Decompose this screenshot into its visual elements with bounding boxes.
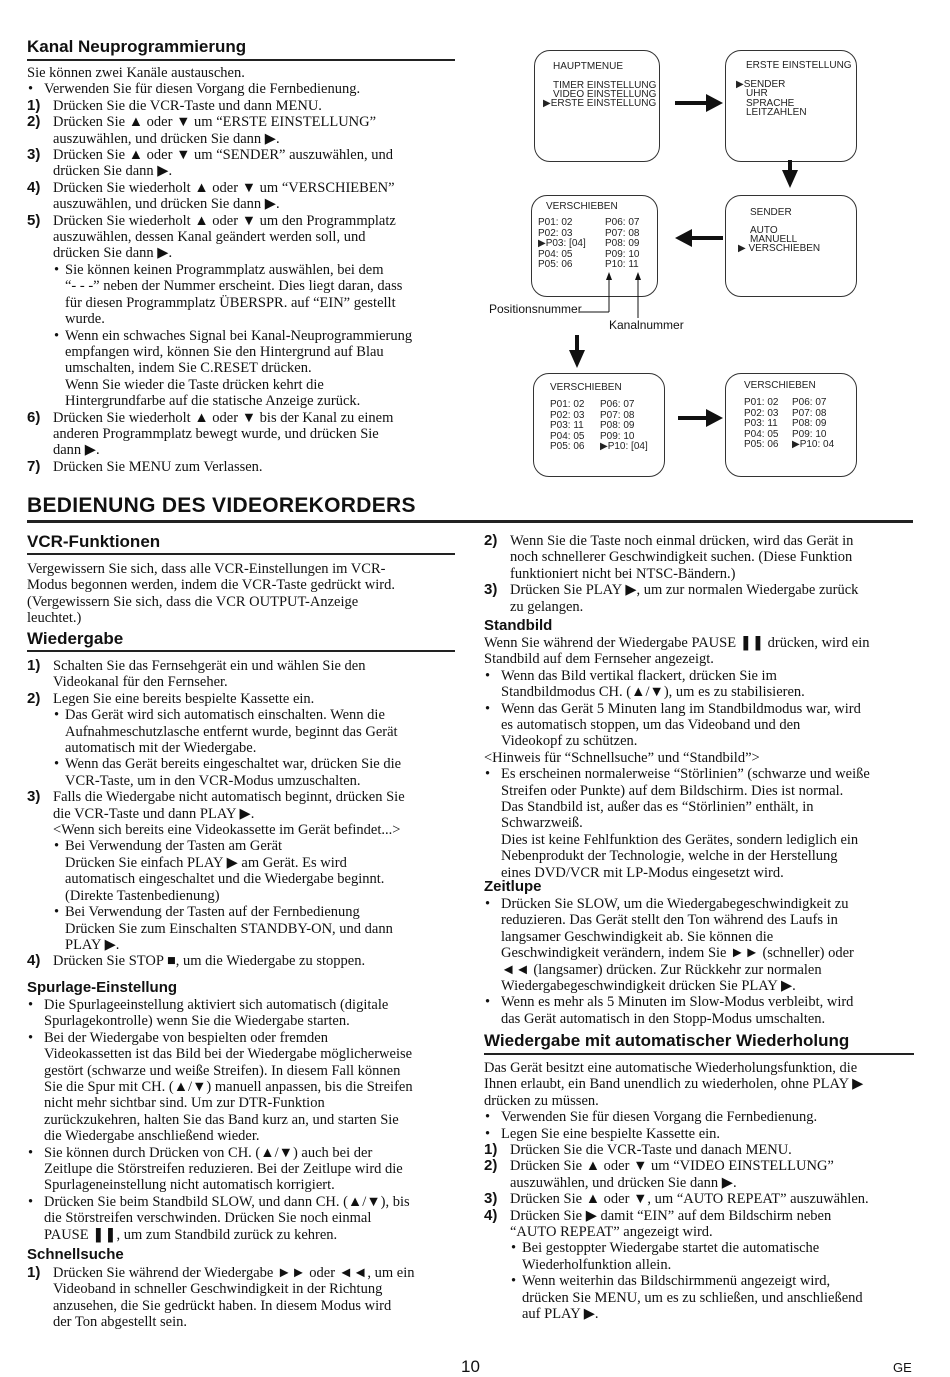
arrow-down-icon [782, 160, 798, 188]
divider [484, 1053, 914, 1055]
screen-verschieben-3: VERSCHIEBEN P01: 02 P02: 03 P03: 11 P04: 05 P05: 06 P06: 07 P07: 08 P08: 09 P09: 10 ▶P10: 04 [725, 373, 857, 477]
diagram-arrows [480, 40, 880, 480]
screen-row: P02: 03 [744, 407, 779, 419]
arrow-right-icon [678, 409, 723, 427]
text-line: Wenn Sie wieder die Taste drücken kehrt die [65, 376, 324, 393]
screen-row: P09: 10 [792, 428, 827, 440]
schnellsuche-body: 1) Drücken Sie während der Wiedergabe ►► oder ◄◄, um ein Videoband in schneller Geschwindigkeit in der Richtung anzusehen, die Sie gedrückt haben. In diesem Modus wird der Ton abgestellt sein. [27, 1264, 415, 1331]
step-1: 1) Drücken Sie die VCR-Taste und dann MENU. [27, 96, 322, 114]
text-line: für diesen Programmplatz ÜBERSPR. auf “EIN” gestellt [65, 294, 396, 311]
zeitlupe-body: • Drücken Sie SLOW, um die Wiedergabegeschwindigkeit zu reduzieren. Das Gerät stellt den Ton während des Laufs in langsamer Geschwindigkeit ab. Sie können die Geschwindigkeit verändern, indem Sie ►► (schneller) oder ◄◄ (langsamer) drücken. Zur Rückkehr zur normalen Wiedergabegeschwindigkeit drücken Sie PLAY ▶. • Wenn es mehr als 5 Minuten im Slow-Modus verbleibt, wird das Gerät automatisch in den Stopp-Modus umschalten. [484, 896, 924, 1027]
screen-row: P08: 09 [605, 238, 640, 249]
text-line: auszuwählen, und drücken Sie dann ▶. [53, 196, 280, 213]
text-line: Hintergrundfarbe auf die statische Anzeige zurück. [65, 393, 361, 410]
arrow-down-icon [569, 335, 585, 368]
heading-standbild: Standbild [484, 617, 553, 634]
step-5: 5) Drücken Sie wiederholt ▲ oder ▼ um den Programmplatz [27, 211, 396, 229]
screen-row: P06: 07 [600, 399, 635, 410]
arrow-left-icon [675, 229, 723, 247]
note-line: • Wenn ein schwaches Signal bei Kanal-Neuprogrammierung [27, 328, 467, 344]
screen-row: P01: 02 [744, 397, 779, 408]
screen-row: P04: 05 [550, 430, 585, 442]
heading-wiedergabe: Wiedergabe [27, 629, 124, 648]
note-line: • Sie können keinen Programmplatz auswählen, bei dem [27, 262, 467, 278]
screen-row: P07: 08 [792, 407, 827, 419]
wiedergabe-body: 1) Schalten Sie das Fernsehgerät ein und wählen Sie den Videokanal für den Fernseher. 2) Legen Sie eine bereits bespielte Kassette ein. • Das Gerät wird sich automatisch einschalten. Wenn die Aufnahmeschutzlasche entfernt wurde, beginnt das Gerät automatisch mit der Wiedergabe. • Wenn das Gerät bereits eingeschaltet war, drücken Sie die VCR-Taste, um in den VCR-Modus umzuschalten. 3) Falls die Wiedergabe nicht automatisch beginnt, drücken Sie die VCR-Taste und dann PLAY ▶. <Wenn sich bereits eine Videokassette im Gerät befindet...> • Bei Verwendung der Tasten am Gerät Drücken Sie einfach PLAY ▶ am Gerät. Es wird automatisch eingeschaltet und die Wiedergabe beginnt. (Direkte Tastenbedienung) • Bei Verwendung der Tasten auf der Fernbedienung Drücken Sie zum Einschalten STANDBY-ON, und dann PLAY ▶. 4) Drücken Sie STOP ■, um die Wiedergabe zu stoppen. [27, 658, 467, 970]
screen-row: ▶P10: [04] [600, 441, 648, 452]
screen-row: P03: 11 [550, 420, 584, 431]
screen-sender: SENDER AUTO MANUELL ▶ VERSCHIEBEN [725, 195, 857, 297]
divider [27, 553, 455, 555]
step-2: 2) Drücken Sie ▲ oder ▼ um “ERSTE EINSTELLUNG” [27, 113, 377, 131]
screen-row: P05: 06 [550, 441, 585, 452]
screen-hauptmenue: HAUPTMENUE TIMER EINSTELLUNG VIDEO EINSTELLUNG ▶ERSTE EINSTELLUNG [534, 50, 660, 162]
pointer-arrow-icon [635, 272, 641, 280]
bullet-line: • Verwenden Sie für diesen Vorgang die Fernbedienung. [27, 81, 467, 97]
screen-verschieben-2: VERSCHIEBEN P01: 02 P02: 03 P03: 11 P04: 05 P05: 06 P06: 07 P07: 08 P08: 09 P09: 10 ▶P10: [04] [533, 373, 665, 477]
screen-row: P07: 08 [605, 227, 640, 239]
screen-row: P08: 09 [600, 420, 635, 431]
screen-row: P06: 07 [792, 397, 827, 408]
screen-row: P08: 09 [792, 418, 827, 429]
section-heading-kanal: Kanal Neuprogrammierung [27, 37, 247, 56]
standbild-body: Wenn Sie während der Wiedergabe PAUSE ❚❚ drücken, wird ein Standbild auf dem Fernseher angezeigt. • Wenn das Bild vertikal flackert, drücken Sie im Standbildmodus CH. (▲/▼), um es zu stabilisieren. • Wenn das Gerät 5 Minuten lang im Standbildmodus war, wird es automatisch stoppen, um das Videoband und den Videokopf zu schützen. <Hinweis für “Schnellsuche” und “Standbild”> • Es erscheinen normalerweise “Störlinien” (schwarze und weiße Streifen oder Punkte) auf dem Bildschirm. Dies ist normal. Das Standbild ist, außer das es “Störlinien” enthält, in Schwarzweiß. Dies ist keine Fehlfunktion des Gerätes, sondern lediglich ein Nebenprodukt der Technologie, welche in der Herstellung eines DVD/VCR mit LP-Modus eingesetzt wird. [484, 635, 924, 881]
screen-row: P05: 06 [538, 259, 573, 270]
screen-row: P09: 10 [600, 430, 635, 442]
language-code: GE [893, 1360, 912, 1375]
screen-row: P05: 06 [744, 439, 779, 450]
screen-row: P06: 07 [605, 217, 640, 228]
step-3: 3) Drücken Sie ▲ oder ▼ um “SENDER” auszuwählen, und [27, 146, 393, 164]
screen-row: P01: 02 [550, 399, 585, 410]
spurlage-body: • Die Spurlageeinstellung aktiviert sich automatisch (digitale Spurlagekontrolle) wenn Sie die Wiedergabe starten. • Bei der Wiedergabe von bespielten oder fremden Videokassetten ist das Bild bei der Wiedergabe möglicherweise gestört (schwarze und weiße Streifen). In diesem Fall können Sie die Spur mit CH. (▲/▼) manuell anpassen, bis die Streifen nicht mehr sichtbar sind. Um zur DTR-Funktion zurückzukehren, halten Sie das Band kurz an, und starten Sie die Wiedergabe anschließend wieder. • Sie können durch Drücken von CH. (▲/▼) auch bei der Zeitlupe die Störstreifen reduzieren. Bei der Zeitlupe wird die Spurlageneinstellung nicht automatisch korrigiert. • Drücken Sie beim Standbild SLOW, und dann CH. (▲/▼), bis die Störstreifen verschwinden. Drücken Sie noch einmal PAUSE ❚❚, um zum Standbild zurück zu kehren. [27, 997, 467, 1243]
screen-row: ▶P10: 04 [792, 439, 835, 450]
step-7: 7) Drücken Sie MENU zum Verlassen. [27, 457, 263, 475]
screen-row: P01: 02 [538, 217, 573, 228]
text-line: wurde. [65, 311, 105, 328]
screen-row: P02: 03 [538, 227, 573, 239]
text-line: auszuwählen, dessen Kanal geändert werden soll, und [53, 229, 366, 246]
text-line: anderen Programmplatz bewegt wurde, und drücken Sie [53, 425, 379, 442]
schnellsuche-cont: 2) Wenn Sie die Taste noch einmal drücken, wird das Gerät in noch schnellerer Geschwindigkeit suchen. (Diese Funktion funktioniert nicht bei NTSC-Bändern.) 3) Drücken Sie PLAY ▶, um zur normalen Wiedergabe zurück zu gelangen. [484, 532, 859, 615]
auto-repeat-body: Das Gerät besitzt eine automatische Wiederholungsfunktion, die Ihnen erlaubt, ein Band unendlich zu wiederholen, ohne PLAY ▶ drücken zu müssen. • Verwenden Sie für diesen Vorgang die Fernbedienung. • Legen Sie eine bespielte Kassette ein. 1) Drücken Sie die VCR-Taste und danach MENU. 2) Drücken Sie ▲ oder ▼ um “VIDEO EINSTELLUNG” auszuwählen, und drücken Sie dann ▶. 3) Drücken Sie ▲ oder ▼, um “AUTO REPEAT” auszuwählen. 4) Drücken Sie ▶ damit “EIN” auf dem Bildschirm neben “AUTO REPEAT” angezeigt wird. • Bei gestoppter Wiedergabe startet die automatische Wiederholfunktion allein. • Wenn weiterhin das Bildschirmmenü angezeigt wird, drücken Sie MENU, um es zu schließen, und anschließend auf PLAY ▶. [484, 1060, 924, 1323]
screen-row: ▶P03: [04] [538, 238, 586, 249]
heading-vcr-funktionen: VCR-Funktionen [27, 532, 161, 551]
screen-row: P04: 05 [744, 428, 779, 440]
kanal-body [27, 65, 467, 475]
vcr-body: Vergewissern Sie sich, dass alle VCR-Einstellungen im VCR- Modus begonnen werden, indem die VCR-Taste gedrückt wird. (Vergewissern Sie sich, dass die VCR OUTPUT-Anzeige leuchtet.) [27, 561, 395, 627]
screen-row: P04: 05 [538, 248, 573, 260]
screen-row: P10: 11 [605, 259, 639, 270]
text-line: drücken Sie dann ▶. [53, 163, 173, 180]
channel-number-label: Kanalnummer [609, 318, 684, 332]
heading-schnellsuche: Schnellsuche [27, 1246, 124, 1263]
text-line: “- - -” neben der Nummer erscheint. Dies liegt daran, dass [65, 278, 403, 295]
heading-auto-repeat: Wiedergabe mit automatischer Wiederholung [484, 1031, 850, 1050]
divider [27, 650, 455, 652]
text-line: umschalten, indem Sie C.RESET drücken. [65, 360, 312, 377]
screen-row: P03: 11 [744, 418, 778, 429]
page-number: 10 [461, 1357, 480, 1376]
text-line: auszuwählen, und drücken Sie dann ▶. [53, 130, 280, 147]
screen-row: P07: 08 [600, 409, 635, 421]
screen-erste-einstellung: ERSTE EINSTELLUNG ▶SENDER UHR SPRACHE LEITZAHLEN [725, 50, 857, 162]
divider [27, 520, 913, 523]
page-section-title: BEDIENUNG DES VIDEOREKORDERS [27, 494, 416, 517]
step-6: 6) Drücken Sie wiederholt ▲ oder ▼ bis der Kanal zu einem [27, 408, 394, 426]
screen-row: P09: 10 [605, 248, 640, 260]
screen-row: P02: 03 [550, 409, 585, 421]
screen-verschieben-1: VERSCHIEBEN P01: 02 P02: 03 ▶P03: [04] P04: 05 P05: 06 P06: 07 P07: 08 P08: 09 P09: 10 P10: 11 [531, 195, 658, 297]
text-line: Sie können zwei Kanäle austauschen. [27, 65, 245, 81]
heading-spurlage: Spurlage-Einstellung [27, 979, 178, 996]
pointer-arrow-icon [606, 272, 612, 280]
text-line: drücken Sie dann ▶. [53, 245, 173, 262]
heading-zeitlupe: Zeitlupe [484, 878, 542, 895]
arrow-right-icon [675, 94, 723, 112]
text-line: empfangen wird, können Sie den Hintergrund auf Blau [65, 343, 384, 360]
position-number-label: Positionsnummer [489, 302, 582, 316]
text-line: dann ▶. [53, 442, 100, 459]
step-4: 4) Drücken Sie wiederholt ▲ oder ▼ um “VERSCHIEBEN” [27, 178, 395, 196]
divider [27, 59, 455, 61]
